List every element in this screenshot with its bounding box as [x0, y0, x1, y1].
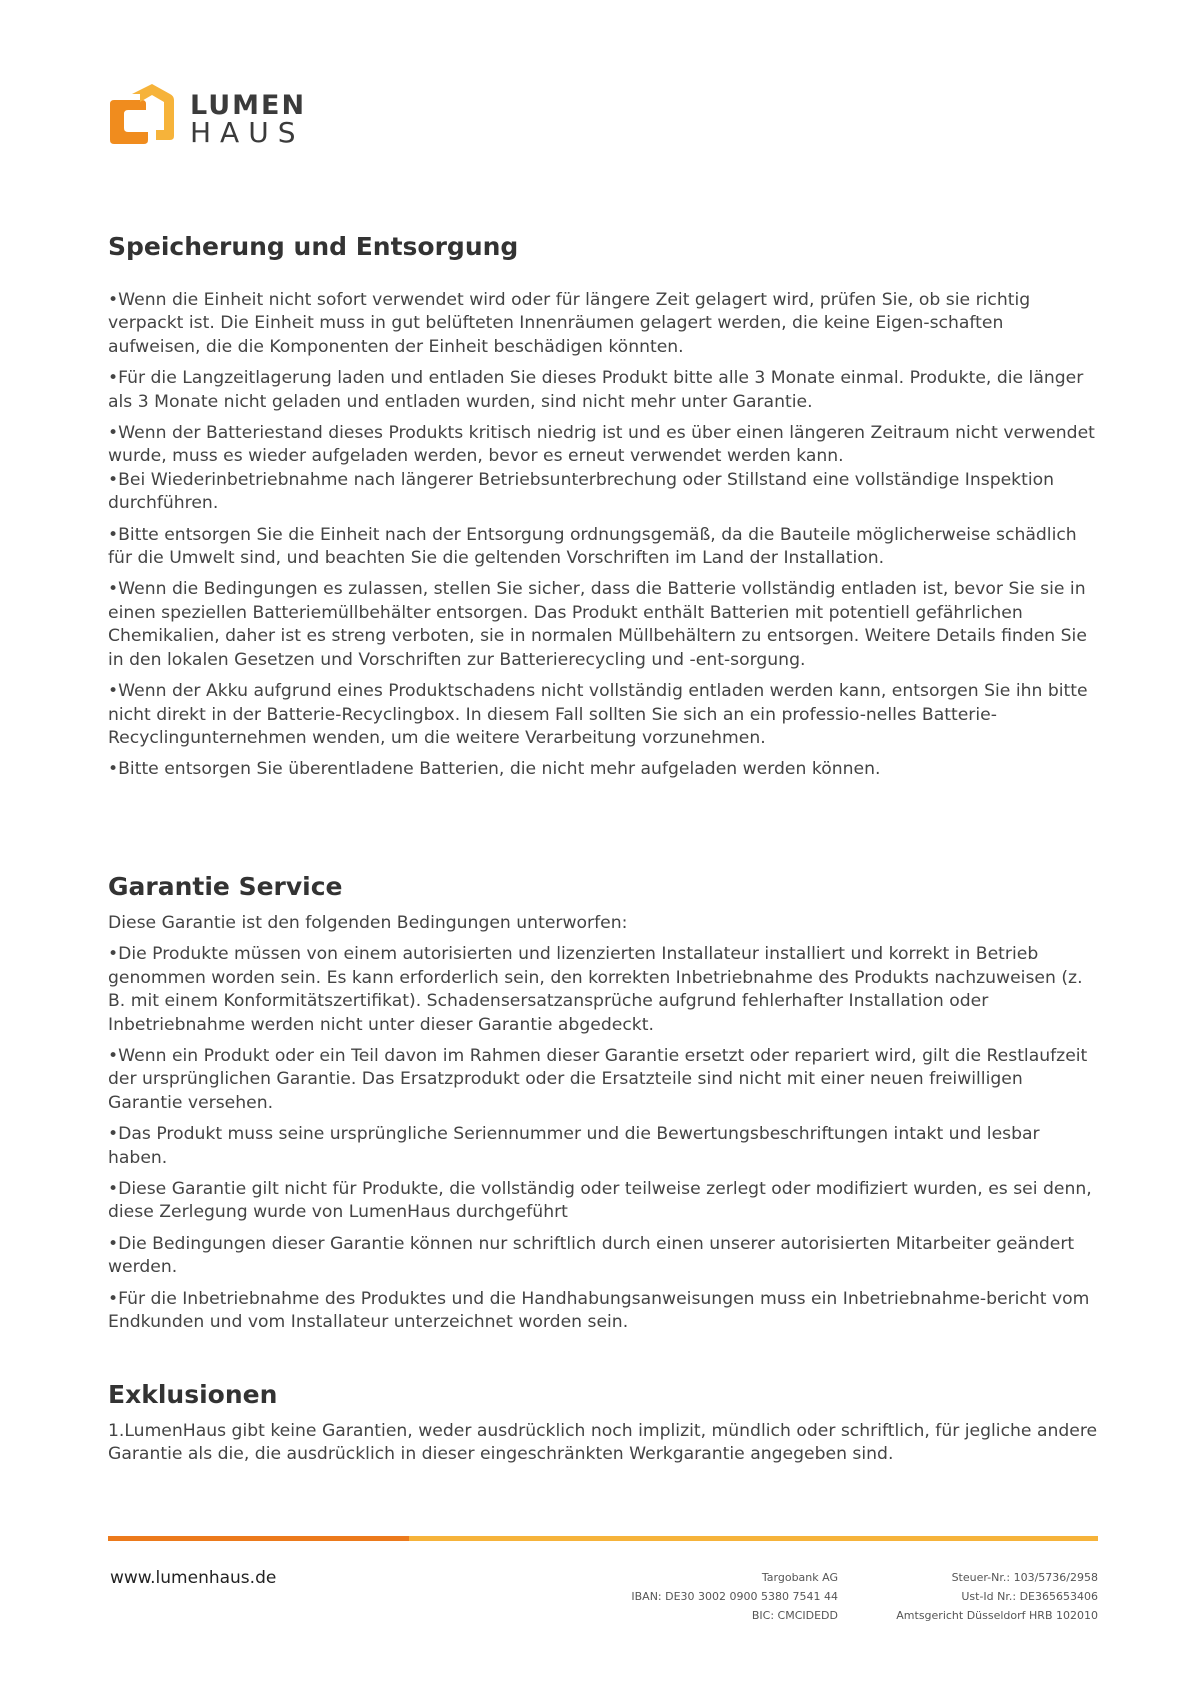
footer-divider-yellow — [409, 1536, 1098, 1541]
tax-number: Steuer-Nr.: 103/5736/2958 — [951, 1571, 1098, 1584]
paragraph: •Bitte entsorgen Sie die Einheit nach der Entsorgung ordnungsgemäß, da die Bauteile möglicherweise schädlich für die Umwelt sind, und beachten Sie die geltenden Vorschriften im Land der Installation. — [108, 524, 1077, 569]
bank-details — [631, 1568, 838, 1625]
bank-bic: BIC: CMCIDEDD — [751, 1609, 838, 1622]
paragraph: •Diese Garantie gilt nicht für Produkte, die vollständig oder teilweise zerlegt oder modifiziert wurden, es sei denn, diese Zerlegung wurde von LumenHaus durchgeführt — [108, 1179, 1092, 1223]
paragraph: •Wenn der Batteriestand dieses Produkts kritisch niedrig ist und es über einen längeren Zeitraum nicht verwendet wurde, muss es wieder aufgeladen werden, bevor es erneut verwendet werden kann. •Bei Wiederinbetriebnahme nach längerer Betriebsunterbrechung oder Stillstand eine vollständige Inspektion durchführen. — [108, 423, 1095, 514]
paragraph: •Für die Inbetriebnahme des Produktes und die Handhabungsanweisungen muss ein Inbetriebnahme-bericht vom Endkunden und vom Installateur unterzeichnet worden sein. — [108, 1288, 1090, 1333]
paragraph: 1.LumenHaus gibt keine Garantien, weder ausdrücklich noch implizit, mündlich oder schriftlich, für jegliche andere Garantie als die, die ausdrücklich in dieser eingeschränkten Werkgarantie angegeben sind. — [108, 1421, 1098, 1465]
legal-details — [896, 1568, 1098, 1625]
section-warranty-service — [108, 872, 1098, 1343]
section-title: Speicherung und Entsorgung — [108, 232, 519, 261]
website-link[interactable]: www.lumenhaus.de — [110, 1568, 277, 1588]
footer-divider-orange — [108, 1536, 409, 1541]
section-storage-disposal — [108, 232, 1098, 790]
footer-divider — [108, 1536, 1098, 1541]
house-logo-icon — [108, 82, 180, 148]
paragraph: •Wenn die Einheit nicht sofort verwendet wird oder für längere Zeit gelagert wird, prüfen Sie, ob sie richtig verpackt ist. Die Einheit muss in gut belüfteten Innenräumen gelagert werden, die keine Eigen-schaften aufweisen, die die Komponenten der Einheit beschädigen könnten. — [108, 290, 1031, 357]
section-exclusions — [108, 1380, 1098, 1475]
paragraph: •Bitte entsorgen Sie überentladene Batterien, die nicht mehr aufgeladen werden können. — [108, 759, 881, 780]
logo-wordmark-lumen: LUMEN — [190, 90, 307, 121]
section-title: Garantie Service — [108, 872, 343, 901]
paragraph: Diese Garantie ist den folgenden Bedingungen unterworfen: — [108, 913, 628, 933]
paragraph: •Die Bedingungen dieser Garantie können nur schriftlich durch einen unserer autorisierten Mitarbeiter geändert werden. — [108, 1233, 1075, 1278]
paragraph: •Die Produkte müssen von einem autorisierten und lizenzierten Installateur installiert und korrekt in Betrieb genommen worden sein. Es kann erforderlich sein, den korrekten Inbetriebnahme des Produkts nachzuweisen (z. B. mit einem Konformitätszertifikat). Schadensersatzansprüche aufgrund fehlerhafter Installation oder Inbetriebnahme werden nicht unter dieser Garantie abgedeckt. — [108, 944, 1083, 1035]
lumenhaus-logo — [108, 82, 328, 152]
bank-iban: IBAN: DE30 3002 0900 5380 7541 44 — [631, 1590, 838, 1603]
paragraph: •Wenn ein Produkt oder ein Teil davon im Rahmen dieser Garantie ersetzt oder repariert wird, gilt die Restlaufzeit der ursprünglichen Garantie. Das Ersatzprodukt oder die Ersatzteile sind nicht mit einer neuen freiwilligen Garantie versehen. — [108, 1046, 1088, 1113]
logo-wordmark-haus: HAUS — [190, 116, 305, 149]
paragraph: •Wenn der Akku aufgrund eines Produktschadens nicht vollständig entladen werden kann, entsorgen Sie ihn bitte nicht direkt in der Batterie-Recyclingbox. In diesem Fall sollten Sie sich an ein professio-nelles Batterie-Recyclingunternehmen wenden, um die weitere Verarbeitung vorzunehmen. — [108, 681, 1088, 748]
vat-id: Ust-Id Nr.: DE365653406 — [961, 1590, 1098, 1603]
paragraph: •Für die Langzeitlagerung laden und entladen Sie dieses Produkt bitte alle 3 Monate einmal. Produkte, die länger als 3 Monate nicht geladen und entladen wurden, sind nicht mehr unter Garantie. — [108, 368, 1084, 412]
bank-name: Targobank AG — [761, 1571, 838, 1584]
paragraph: •Wenn die Bedingungen es zulassen, stellen Sie sicher, dass die Batterie vollständig entladen ist, bevor Sie sie in einen speziellen Batteriemüllbehälter entsorgen. Das Produkt enthält Batterien mit potentiell gefährlichen Chemikalien, daher ist es streng verboten, sie in normalen Müllbehältern zu entsorgen. Weitere Details finden Sie in den lokalen Gesetzen und Vorschriften zur Batterierecycling und -ent-sorgung. — [108, 579, 1087, 670]
section-title: Exklusionen — [108, 1380, 278, 1409]
court-registration: Amtsgericht Düsseldorf HRB 102010 — [896, 1609, 1098, 1622]
paragraph: •Das Produkt muss seine ursprüngliche Seriennummer und die Bewertungsbeschriftungen intakt und lesbar haben. — [108, 1124, 1040, 1168]
